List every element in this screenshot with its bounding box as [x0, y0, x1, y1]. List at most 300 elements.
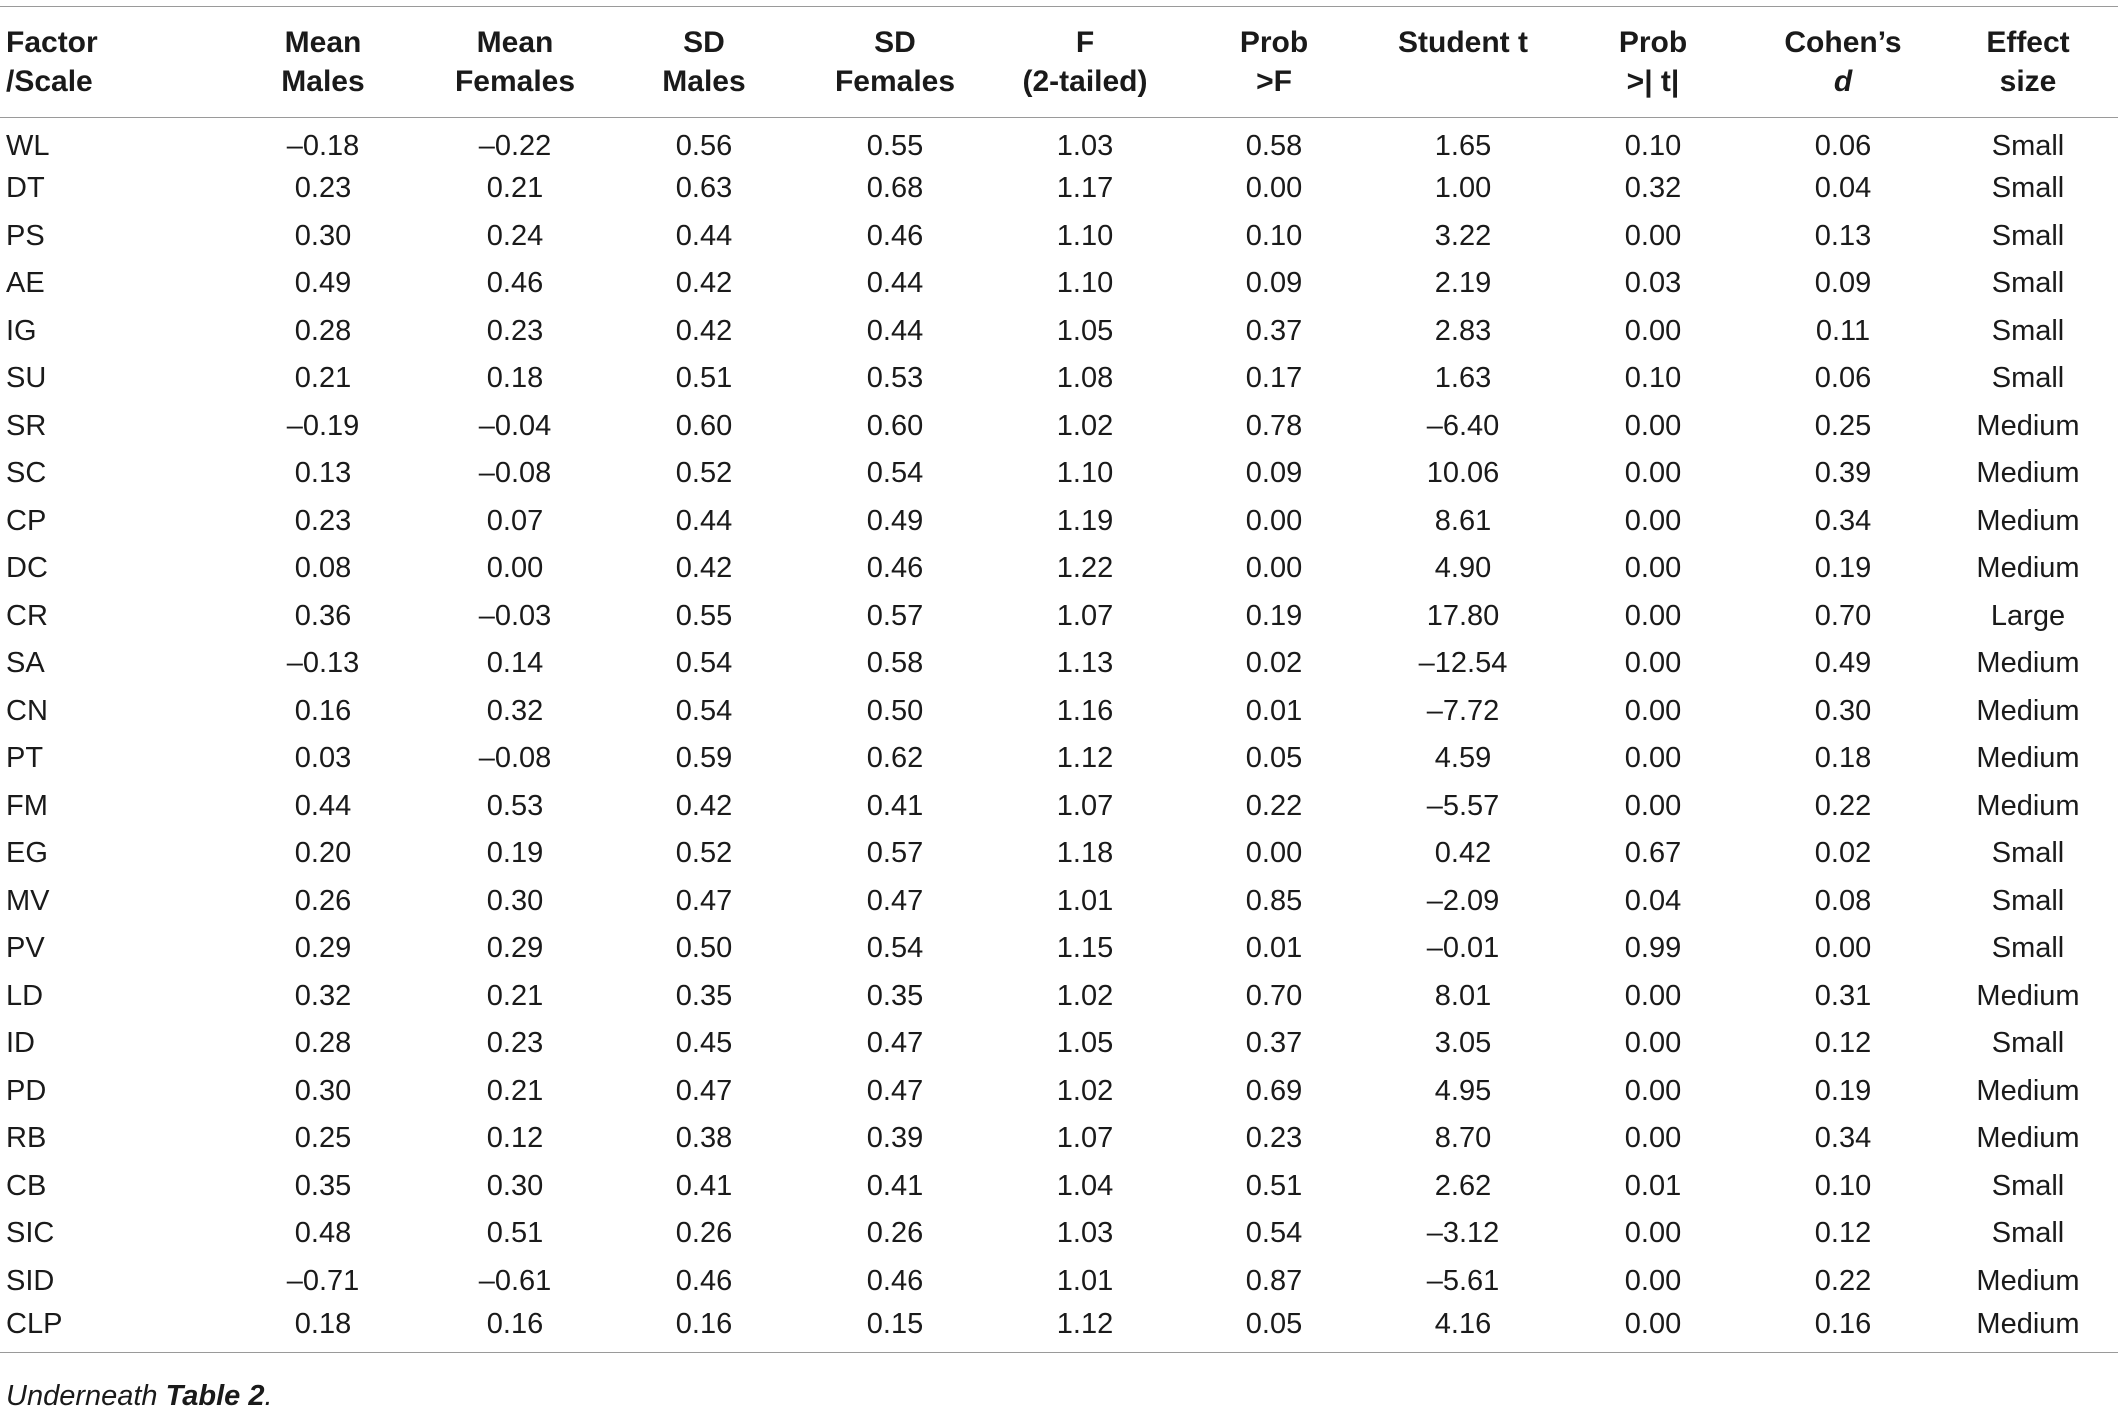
cell-student-t: 2.19	[1434, 267, 1492, 300]
cell-prob-f: 0.00	[1245, 837, 1303, 870]
cell-factor-scale: PT	[6, 742, 44, 775]
cell-sd-males: 0.63	[675, 172, 733, 205]
cell-sd-males: 0.47	[675, 884, 733, 917]
cell-student-t: 3.05	[1434, 1027, 1492, 1060]
table-row	[0, 1020, 2118, 1068]
cell-effect-size: Small	[1991, 884, 2065, 917]
cell-prob-t: 0.67	[1624, 837, 1682, 870]
cell-mean-females: –0.03	[478, 599, 552, 632]
cell-prob-t: 0.00	[1624, 742, 1682, 775]
cell-prob-t: 0.00	[1624, 1027, 1682, 1060]
cell-f-2-tailed: 1.07	[1056, 599, 1114, 632]
table-row	[0, 640, 2118, 688]
column-header-line1: Student t	[1398, 26, 1528, 59]
cell-mean-males: 0.35	[294, 1169, 352, 1202]
cell-student-t: 8.70	[1434, 1122, 1492, 1155]
cell-prob-f: 0.69	[1245, 1074, 1303, 1107]
cell-sd-males: 0.52	[675, 837, 733, 870]
cell-sd-females: 0.57	[866, 599, 924, 632]
column-header-factor-scale	[0, 7, 224, 118]
cell-sd-females: 0.46	[866, 552, 924, 585]
cell-prob-f: 0.17	[1245, 362, 1303, 395]
cell-student-t: 1.65	[1434, 130, 1492, 162]
cell-f-2-tailed: 1.05	[1056, 1027, 1114, 1060]
column-header-prob-f	[1180, 7, 1368, 118]
cell-student-t: 4.59	[1434, 742, 1492, 775]
cell-prob-t: 0.01	[1624, 1169, 1682, 1202]
cell-mean-females: 0.16	[422, 1305, 608, 1353]
cell-mean-females: 0.21	[486, 1074, 544, 1107]
cell-sd-females: 0.39	[866, 1122, 924, 1155]
cell-prob-f: 0.01	[1245, 932, 1303, 965]
cell-prob-f: 0.00	[1245, 504, 1303, 537]
header-row	[0, 7, 2118, 118]
footnote-prefix: Underneath	[6, 1380, 166, 1412]
cell-mean-females: 0.07	[486, 504, 544, 537]
cell-mean-males: –0.71	[286, 1264, 360, 1297]
cell-sd-females: 0.50	[866, 694, 924, 727]
cell-mean-males: 0.28	[294, 1027, 352, 1060]
cell-prob-f: 0.37	[1245, 314, 1303, 347]
cell-factor-scale: PS	[6, 219, 45, 252]
cell-sd-males: 0.55	[675, 599, 733, 632]
cell-cohens-d: 0.10	[1814, 1169, 1872, 1202]
column-header-line1: Factor	[6, 26, 98, 59]
table-row	[0, 498, 2118, 546]
cell-mean-females: 0.23	[486, 314, 544, 347]
cell-mean-females: 0.21	[486, 172, 544, 205]
cell-sd-females: 0.47	[866, 1027, 924, 1060]
cell-prob-t: 0.00	[1624, 599, 1682, 632]
cell-prob-t: 0.00	[1624, 457, 1682, 490]
cell-factor-scale: SIC	[6, 1217, 55, 1250]
cell-effect-size: Medium	[1976, 979, 2080, 1012]
cell-factor-scale: AE	[6, 267, 45, 300]
cell-mean-males: –0.13	[286, 647, 360, 680]
cell-sd-males: 0.35	[675, 979, 733, 1012]
cell-factor-scale: LD	[6, 979, 44, 1012]
cell-f-2-tailed: 1.17	[1056, 172, 1114, 205]
cell-factor-scale: SA	[6, 647, 45, 680]
cell-student-t: 3.22	[1434, 219, 1492, 252]
table-row	[0, 735, 2118, 783]
table-row	[0, 450, 2118, 498]
cell-prob-f: 0.05	[1245, 742, 1303, 775]
cohens-d-symbol: d	[1833, 65, 1853, 98]
table-row	[0, 973, 2118, 1021]
footnote-suffix: .	[264, 1380, 273, 1412]
cell-factor-scale: IG	[6, 314, 37, 347]
cell-prob-f: 0.85	[1245, 884, 1303, 917]
cell-factor-scale: DC	[6, 552, 48, 585]
cell-sd-males: 0.47	[675, 1074, 733, 1107]
cell-mean-females: 0.30	[486, 1169, 544, 1202]
column-header-f-2-tailed	[990, 7, 1180, 118]
footnote-table-ref: Table 2	[165, 1380, 265, 1412]
cell-sd-males: 0.38	[675, 1122, 733, 1155]
table-row	[0, 165, 2118, 213]
cell-mean-females: –0.61	[478, 1264, 552, 1297]
column-header-line1: Mean	[476, 26, 554, 59]
cell-sd-females: 0.41	[866, 789, 924, 822]
cell-prob-t: 0.00	[1624, 789, 1682, 822]
cell-sd-males: 0.42	[675, 789, 733, 822]
cell-cohens-d: 0.12	[1814, 1027, 1872, 1060]
cell-cohens-d: 0.09	[1814, 267, 1872, 300]
cell-f-2-tailed: 1.08	[1056, 362, 1114, 395]
cell-effect-size: Small	[1991, 1217, 2065, 1250]
cell-prob-f: 0.10	[1245, 219, 1303, 252]
table-row	[0, 213, 2118, 261]
cell-effect-size: Medium	[1976, 457, 2080, 490]
cell-sd-females: 0.46	[866, 219, 924, 252]
cell-sd-females: 0.44	[866, 314, 924, 347]
cell-factor-scale: WL	[6, 130, 50, 162]
cell-sd-males: 0.46	[675, 1264, 733, 1297]
cell-f-2-tailed: 1.10	[1056, 457, 1114, 490]
cell-mean-males: –0.18	[286, 130, 360, 162]
table-row	[0, 1210, 2118, 1258]
cell-cohens-d: 0.34	[1814, 1122, 1872, 1155]
cell-prob-t: 0.00	[1624, 647, 1682, 680]
cell-prob-f: 0.51	[1245, 1169, 1303, 1202]
column-header-line2: Males	[662, 65, 746, 98]
cell-f-2-tailed: 1.03	[1056, 130, 1114, 162]
cell-prob-t: 0.00	[1624, 219, 1682, 252]
cell-factor-scale: DT	[6, 172, 45, 205]
cell-f-2-tailed: 1.01	[1056, 884, 1114, 917]
cell-student-t: 2.62	[1434, 1169, 1492, 1202]
cell-sd-males: 0.54	[675, 694, 733, 727]
cell-sd-females: 0.58	[866, 647, 924, 680]
cell-f-2-tailed: 1.04	[1056, 1169, 1114, 1202]
cell-cohens-d: 0.13	[1814, 219, 1872, 252]
cell-prob-f: 0.00	[1245, 552, 1303, 585]
cell-mean-females: 0.24	[486, 219, 544, 252]
cell-student-t: 0.42	[1434, 837, 1492, 870]
column-header-line1: Mean	[284, 26, 362, 59]
cell-sd-females: 0.44	[866, 267, 924, 300]
gender-differences-table	[0, 6, 2118, 1353]
cell-prob-t: 0.00	[1624, 1122, 1682, 1155]
cell-sd-males: 0.44	[675, 219, 733, 252]
cell-mean-males: 0.18	[224, 1305, 422, 1353]
cell-student-t: 17.80	[1426, 599, 1500, 632]
cell-effect-size: Small	[1991, 1169, 2065, 1202]
cell-student-t: 8.01	[1434, 979, 1492, 1012]
cell-student-t: –2.09	[1426, 884, 1500, 917]
cell-cohens-d: 0.19	[1814, 552, 1872, 585]
cell-mean-males: 0.16	[294, 694, 352, 727]
cell-mean-males: –0.19	[286, 409, 360, 442]
cell-mean-males: 0.25	[294, 1122, 352, 1155]
cell-f-2-tailed: 1.10	[1056, 267, 1114, 300]
cell-factor-scale: ID	[6, 1027, 35, 1060]
cell-mean-females: –0.04	[478, 409, 552, 442]
cell-factor-scale: CN	[6, 694, 48, 727]
cell-f-2-tailed: 1.18	[1056, 837, 1114, 870]
cell-mean-males: 0.30	[294, 219, 352, 252]
cell-f-2-tailed: 1.02	[1056, 979, 1114, 1012]
cell-factor-scale: SID	[6, 1264, 55, 1297]
cell-sd-females: 0.49	[866, 504, 924, 537]
cell-factor-scale: CP	[6, 504, 47, 537]
cell-prob-t: 0.10	[1624, 130, 1682, 162]
cell-mean-females: 0.32	[486, 694, 544, 727]
cell-cohens-d: 0.06	[1814, 362, 1872, 395]
cell-f-2-tailed: 1.16	[1056, 694, 1114, 727]
column-header-line2: (2-tailed)	[1022, 65, 1148, 98]
cell-cohens-d: 0.19	[1814, 1074, 1872, 1107]
cell-student-t: –7.72	[1426, 694, 1500, 727]
cell-sd-females: 0.41	[866, 1169, 924, 1202]
cell-sd-females: 0.62	[866, 742, 924, 775]
cell-sd-males: 0.54	[675, 647, 733, 680]
cell-student-t: –3.12	[1426, 1217, 1500, 1250]
cell-sd-males: 0.50	[675, 932, 733, 965]
cell-prob-f: 0.22	[1245, 789, 1303, 822]
column-header-prob-t	[1558, 7, 1748, 118]
cell-mean-males: 0.49	[294, 267, 352, 300]
cell-cohens-d: 0.25	[1814, 409, 1872, 442]
cell-f-2-tailed: 1.12	[990, 1305, 1180, 1353]
cell-prob-f: 0.00	[1245, 172, 1303, 205]
column-header-line2: >| t|	[1626, 65, 1680, 98]
cell-sd-males: 0.42	[675, 552, 733, 585]
cell-sd-females: 0.57	[866, 837, 924, 870]
cell-mean-females: 0.30	[486, 884, 544, 917]
table-row	[0, 355, 2118, 403]
cell-cohens-d: 0.34	[1814, 504, 1872, 537]
cell-sd-females: 0.15	[800, 1305, 990, 1353]
cell-factor-scale: SC	[6, 457, 47, 490]
cell-factor-scale: PD	[6, 1074, 47, 1107]
column-header-line1: Prob	[1618, 26, 1688, 59]
cell-effect-size: Small	[1991, 837, 2065, 870]
cell-mean-females: 0.18	[486, 362, 544, 395]
table-row	[0, 308, 2118, 356]
cell-mean-males: 0.26	[294, 884, 352, 917]
cell-effect-size: Medium	[1976, 1122, 2080, 1155]
cell-effect-size: Small	[1991, 362, 2065, 395]
cell-effect-size: Medium	[1938, 1305, 2118, 1353]
cell-factor-scale: SR	[6, 409, 47, 442]
table-row	[0, 403, 2118, 451]
cell-student-t: 4.90	[1434, 552, 1492, 585]
column-header-sd-females	[800, 7, 990, 118]
cell-sd-females: 0.47	[866, 884, 924, 917]
table-row	[0, 118, 2118, 166]
column-header-effect-size	[1938, 7, 2118, 118]
cell-prob-f: 0.70	[1245, 979, 1303, 1012]
column-header-line2: /Scale	[6, 65, 93, 98]
cell-mean-females: 0.53	[486, 789, 544, 822]
cell-cohens-d: 0.18	[1814, 742, 1872, 775]
cell-mean-males: 0.32	[294, 979, 352, 1012]
cell-mean-males: 0.20	[294, 837, 352, 870]
cell-effect-size: Medium	[1976, 647, 2080, 680]
cell-sd-females: 0.68	[866, 172, 924, 205]
table-row	[0, 783, 2118, 831]
cell-student-t: –6.40	[1426, 409, 1500, 442]
cell-sd-males: 0.52	[675, 457, 733, 490]
cell-cohens-d: 0.00	[1814, 932, 1872, 965]
cell-sd-males: 0.26	[675, 1217, 733, 1250]
cell-factor-scale: CLP	[0, 1305, 224, 1353]
cell-effect-size: Small	[1991, 130, 2065, 162]
cell-student-t: –5.57	[1426, 789, 1500, 822]
cell-mean-males: 0.29	[294, 932, 352, 965]
cell-student-t: –0.01	[1426, 932, 1500, 965]
cell-effect-size: Medium	[1976, 552, 2080, 585]
cell-prob-f: 0.54	[1245, 1217, 1303, 1250]
table-row	[0, 925, 2118, 973]
column-header-line1: SD	[683, 26, 725, 59]
cell-mean-females: 0.23	[486, 1027, 544, 1060]
cell-mean-males: 0.28	[294, 314, 352, 347]
cell-cohens-d: 0.11	[1815, 314, 1871, 347]
cell-sd-males: 0.42	[675, 267, 733, 300]
column-header-line2: size	[1999, 65, 2057, 98]
cell-factor-scale: CR	[6, 599, 48, 632]
cell-factor-scale: SU	[6, 362, 47, 395]
cell-f-2-tailed: 1.13	[1056, 647, 1114, 680]
cell-effect-size: Small	[1991, 932, 2065, 965]
table-row	[0, 830, 2118, 878]
table-row	[0, 1068, 2118, 1116]
cell-cohens-d: 0.04	[1814, 172, 1872, 205]
cell-prob-t: 0.99	[1624, 932, 1682, 965]
cell-prob-f: 0.02	[1245, 647, 1303, 680]
cell-prob-t: 0.00	[1624, 1264, 1682, 1297]
cell-mean-females: 0.21	[486, 979, 544, 1012]
cell-mean-males: 0.36	[294, 599, 352, 632]
table-row	[0, 1305, 2118, 1353]
cell-cohens-d: 0.02	[1814, 837, 1872, 870]
cell-mean-males: 0.13	[294, 457, 352, 490]
cell-cohens-d: 0.49	[1814, 647, 1872, 680]
cell-mean-females: –0.08	[478, 457, 552, 490]
column-header-line2: >F	[1256, 65, 1292, 98]
cell-f-2-tailed: 1.10	[1056, 219, 1114, 252]
table-footnote	[6, 1380, 273, 1413]
cell-effect-size: Small	[1991, 172, 2065, 205]
table-row	[0, 688, 2118, 736]
cell-student-t: 10.06	[1426, 457, 1500, 490]
cell-effect-size: Large	[1990, 599, 2066, 632]
cell-f-2-tailed: 1.07	[1056, 1122, 1114, 1155]
table-row	[0, 1258, 2118, 1306]
column-header-line1: Prob	[1239, 26, 1309, 59]
cell-mean-females: 0.51	[486, 1217, 544, 1250]
cell-prob-f: 0.09	[1245, 267, 1303, 300]
cell-prob-f: 0.58	[1245, 130, 1303, 162]
cell-factor-scale: MV	[6, 884, 50, 917]
cell-prob-t: 0.00	[1624, 552, 1682, 585]
cell-prob-t: 0.04	[1624, 884, 1682, 917]
column-header-cohens-d	[1748, 7, 1938, 118]
column-header-line2	[1748, 62, 1938, 101]
cell-cohens-d: 0.22	[1814, 789, 1872, 822]
cell-sd-males: 0.45	[675, 1027, 733, 1060]
cell-student-t: 2.83	[1434, 314, 1492, 347]
cell-cohens-d: 0.08	[1814, 884, 1872, 917]
cell-prob-t: 0.03	[1624, 267, 1682, 300]
cell-factor-scale: EG	[6, 837, 48, 870]
cell-prob-f: 0.19	[1245, 599, 1303, 632]
cell-student-t: –5.61	[1426, 1264, 1500, 1297]
cell-mean-females: –0.08	[478, 742, 552, 775]
cell-cohens-d: 0.39	[1814, 457, 1872, 490]
cell-prob-f: 0.05	[1180, 1305, 1368, 1353]
column-header-line1: Cohen’s	[1784, 26, 1902, 59]
cell-mean-females: 0.14	[486, 647, 544, 680]
cell-f-2-tailed: 1.07	[1056, 789, 1114, 822]
cell-effect-size: Medium	[1976, 694, 2080, 727]
cell-sd-females: 0.35	[866, 979, 924, 1012]
cell-mean-males: 0.03	[294, 742, 352, 775]
column-header-line2: Females	[454, 65, 576, 98]
cell-mean-males: 0.44	[294, 789, 352, 822]
cell-effect-size: Medium	[1976, 742, 2080, 775]
cell-mean-males: 0.30	[294, 1074, 352, 1107]
cell-sd-males: 0.42	[675, 314, 733, 347]
cell-sd-males: 0.59	[675, 742, 733, 775]
cell-student-t: 4.16	[1368, 1305, 1558, 1353]
cell-cohens-d: 0.30	[1814, 694, 1872, 727]
cell-student-t: 4.95	[1434, 1074, 1492, 1107]
cell-prob-t: 0.00	[1624, 694, 1682, 727]
cell-cohens-d: 0.22	[1814, 1264, 1872, 1297]
cell-cohens-d: 0.06	[1814, 130, 1872, 162]
cell-prob-f: 0.09	[1245, 457, 1303, 490]
cell-student-t: 1.00	[1434, 172, 1492, 205]
cell-f-2-tailed: 1.15	[1056, 932, 1114, 965]
cell-prob-t: 0.10	[1624, 362, 1682, 395]
cell-sd-males: 0.56	[675, 130, 733, 162]
table-row	[0, 878, 2118, 926]
cell-sd-males: 0.16	[608, 1305, 800, 1353]
cell-prob-t: 0.00	[1624, 1074, 1682, 1107]
cell-sd-females: 0.60	[866, 409, 924, 442]
cell-effect-size: Medium	[1976, 1074, 2080, 1107]
cell-effect-size: Small	[1991, 314, 2065, 347]
cell-prob-f: 0.23	[1245, 1122, 1303, 1155]
cell-prob-t: 0.00	[1558, 1305, 1748, 1353]
cell-student-t: –12.54	[1418, 647, 1508, 680]
cell-effect-size: Small	[1991, 219, 2065, 252]
cell-factor-scale: RB	[6, 1122, 47, 1155]
cell-mean-females: 0.12	[486, 1122, 544, 1155]
cell-sd-females: 0.54	[866, 457, 924, 490]
cell-f-2-tailed: 1.22	[1056, 552, 1114, 585]
cell-prob-t: 0.00	[1624, 314, 1682, 347]
cell-mean-males: 0.48	[294, 1217, 352, 1250]
cell-mean-females: 0.19	[486, 837, 544, 870]
cell-sd-males: 0.60	[675, 409, 733, 442]
cell-effect-size: Small	[1991, 1027, 2065, 1060]
cell-prob-t: 0.00	[1624, 409, 1682, 442]
cell-sd-males: 0.44	[675, 504, 733, 537]
cell-cohens-d: 0.70	[1814, 599, 1872, 632]
cell-mean-males: 0.08	[294, 552, 352, 585]
cell-student-t: 8.61	[1434, 504, 1492, 537]
cell-mean-females: 0.00	[486, 552, 544, 585]
cell-prob-f: 0.87	[1245, 1264, 1303, 1297]
cell-prob-f: 0.78	[1245, 409, 1303, 442]
cell-sd-males: 0.41	[675, 1169, 733, 1202]
cell-mean-females: –0.22	[478, 130, 552, 162]
